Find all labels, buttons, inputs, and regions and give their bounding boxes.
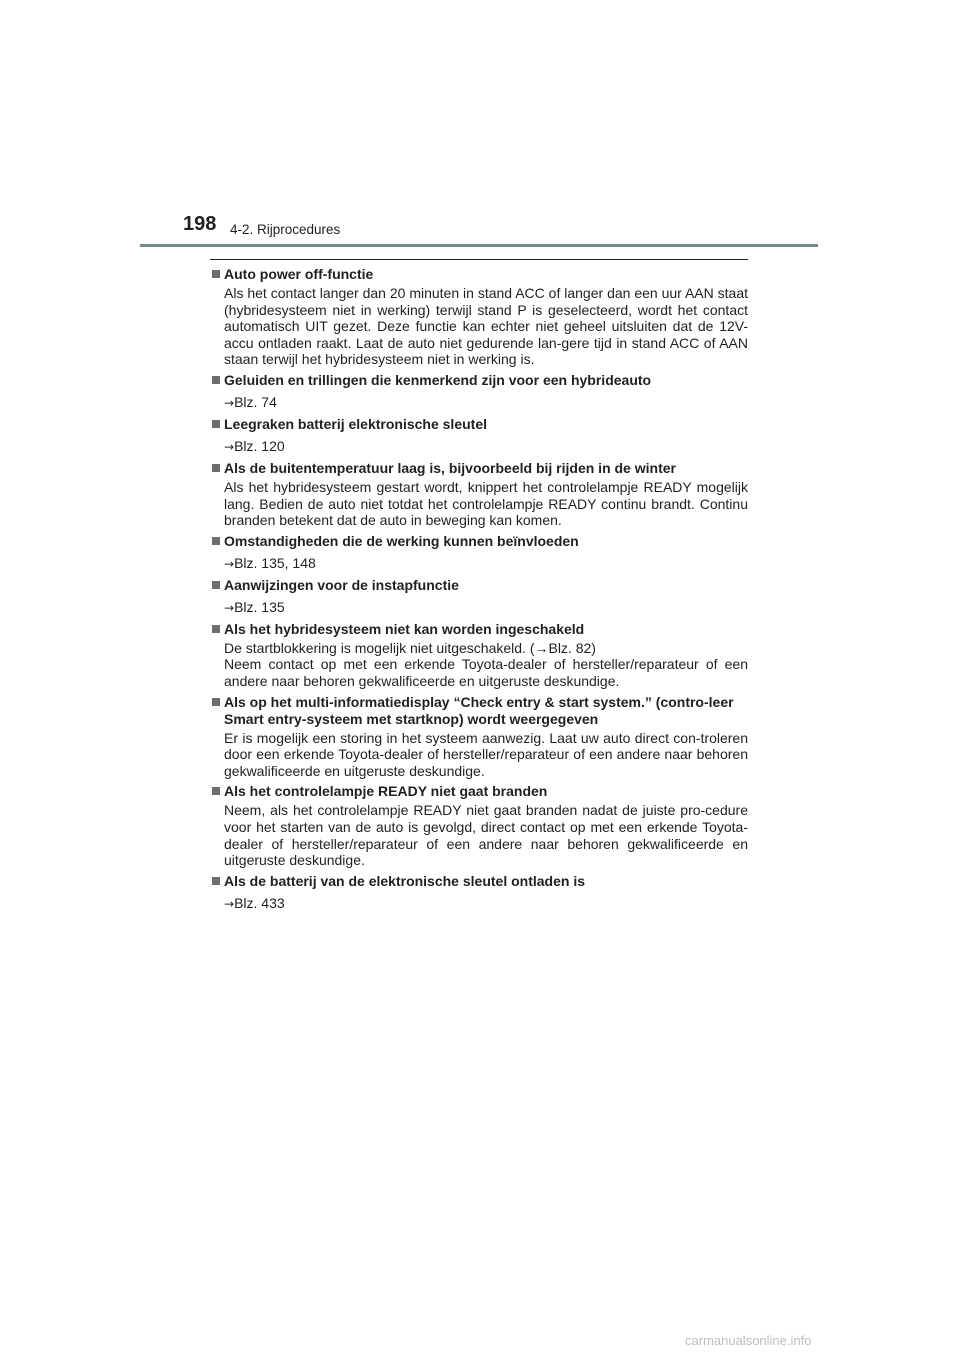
reference-text: Blz. 135, 148 bbox=[234, 554, 316, 571]
page-reference bbox=[212, 394, 748, 412]
section-heading bbox=[212, 533, 748, 550]
section-heading bbox=[212, 783, 748, 800]
square-bullet-icon bbox=[212, 698, 220, 706]
section-body: De startblokkering is mogelijk niet uitgeschakeld. (→Blz. 82) bbox=[224, 639, 596, 656]
section-check-entry bbox=[212, 694, 748, 780]
page-reference bbox=[212, 895, 748, 913]
section-title: 4-2. Rijprocedures bbox=[230, 222, 341, 237]
square-bullet-icon bbox=[212, 270, 220, 278]
square-bullet-icon bbox=[212, 464, 220, 472]
section-heading bbox=[212, 694, 748, 728]
section-heading bbox=[212, 266, 748, 283]
page-reference bbox=[212, 438, 748, 456]
page-reference bbox=[212, 599, 748, 617]
heading-text: Als het hybridesysteem niet kan worden ingeschakeld bbox=[224, 620, 585, 637]
section-niet-ingeschakeld bbox=[212, 621, 748, 690]
page-reference bbox=[212, 555, 748, 573]
heading-text: Aanwijzingen voor de instapfunctie bbox=[224, 576, 459, 593]
section-heading bbox=[212, 416, 748, 433]
square-bullet-icon bbox=[212, 787, 220, 795]
section-body-2: Neem contact op met een erkende Toyota-dealer of hersteller/reparateur of een andere naar behoren gekwalificeerde en uitgeruste deskundige. bbox=[224, 656, 748, 689]
section-ready-lampje bbox=[212, 783, 748, 868]
content-divider bbox=[210, 259, 748, 260]
arrow-right-icon: → bbox=[224, 556, 235, 571]
section-heading bbox=[212, 372, 748, 389]
section-buitentemperatuur bbox=[212, 460, 748, 529]
section-body: Neem, als het controlelampje READY niet gaat branden nadat de juiste pro-cedure voor het starten van de auto is gevolgd, direct contact op met een erkende Toyota-dealer of hersteller/reparateur of een andere naar behoren gekwalificeerde en uitgeruste deskundige. bbox=[224, 802, 748, 869]
section-batterij-sleutel bbox=[212, 873, 748, 913]
square-bullet-icon bbox=[212, 877, 220, 885]
section-body: Er is mogelijk een storing in het systeem aanwezig. Laat uw auto direct con-troleren door een erkende Toyota-dealer of hersteller/reparateur of een andere naar behoren gekwalificeerde en uitgeruste deskundige. bbox=[224, 729, 748, 779]
section-auto-power-off bbox=[212, 266, 748, 368]
content-area bbox=[212, 266, 748, 917]
arrow-right-icon: → bbox=[224, 896, 235, 911]
heading-text: Als de batterij van de elektronische sleutel ontladen is bbox=[224, 872, 585, 889]
heading-text: Als op het multi-informatiedisplay “Check entry & start system.” (contro-leer Smart entry-systeem met startknop) wordt weergegeven bbox=[224, 693, 734, 727]
reference-text: Blz. 120 bbox=[234, 437, 285, 454]
heading-text: Auto power off-functie bbox=[224, 266, 374, 282]
watermark: carmanualsonline.info bbox=[685, 1333, 812, 1348]
reference-text: Blz. 135 bbox=[234, 598, 285, 615]
arrow-right-icon: → bbox=[224, 439, 235, 454]
square-bullet-icon bbox=[212, 376, 220, 384]
square-bullet-icon bbox=[212, 420, 220, 428]
page-number: 198 bbox=[183, 213, 217, 235]
header-divider bbox=[140, 244, 818, 247]
section-geluiden bbox=[212, 372, 748, 412]
section-heading bbox=[212, 621, 748, 638]
section-body: Als het contact langer dan 20 minuten in stand ACC of langer dan een uur AAN staat (hybridesysteem niet in werking) terwijl stand P is geselecteerd, wordt het contact automatisch UIT gezet. Deze functie kan echter niet geheel uitsluiten dat de 12V-accu ontladen raakt. Laat de auto niet gedurende lan-gere tijd in stand ACC of AAN staan terwijl het hybridesysteem niet in werking is. bbox=[224, 285, 748, 368]
arrow-right-icon: → bbox=[224, 600, 235, 615]
arrow-right-icon: → bbox=[224, 395, 235, 410]
reference-text: Blz. 74 bbox=[234, 393, 277, 410]
section-instapfunctie bbox=[212, 577, 748, 617]
heading-text: Als het controlelampje READY niet gaat branden bbox=[224, 783, 548, 800]
heading-text: Leegraken batterij elektronische sleutel bbox=[224, 415, 487, 432]
section-body: Als het hybridesysteem gestart wordt, knippert het controlelampje READY mogelijk lang. Bedien de auto niet totdat het controlelampje READY continu brandt. Continu branden betekent dat de auto in beweging kan komen. bbox=[224, 478, 748, 529]
heading-text: Omstandigheden die de werking kunnen beïnvloeden bbox=[224, 532, 579, 549]
section-leegraken bbox=[212, 416, 748, 456]
page-header bbox=[0, 0, 960, 250]
square-bullet-icon bbox=[212, 537, 220, 545]
reference-text: Blz. 433 bbox=[234, 894, 285, 911]
section-omstandigheden bbox=[212, 533, 748, 573]
heading-text: Als de buitentemperatuur laag is, bijvoorbeeld bij rijden in de winter bbox=[224, 459, 676, 476]
square-bullet-icon bbox=[212, 625, 220, 633]
section-heading bbox=[212, 873, 748, 890]
heading-text: Geluiden en trillingen die kenmerkend zijn voor een hybrideauto bbox=[224, 371, 652, 388]
square-bullet-icon bbox=[212, 581, 220, 589]
section-heading bbox=[212, 460, 748, 477]
section-heading bbox=[212, 577, 748, 594]
